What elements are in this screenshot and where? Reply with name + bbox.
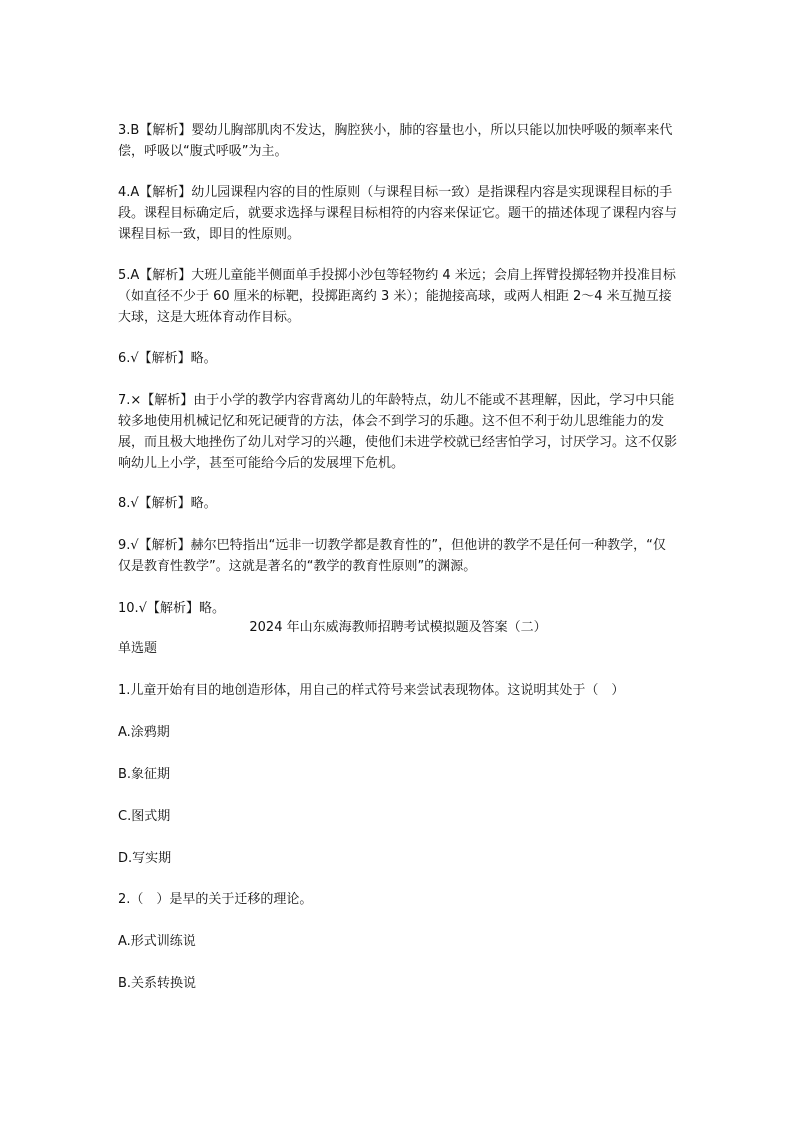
- section-title: 2024 年山东威海教师招聘考试模拟题及答案（二）: [249, 620, 547, 635]
- question-1-option-a: A.涂鸦期: [118, 725, 170, 740]
- question-1-option-d: D.写实期: [118, 851, 172, 866]
- answer-9: 9.√【解析】赫尔巴特指出“远非一切教学都是教育性的”，但他讲的教学不是任何一种教学，“仅仅是教育性教学”。这就是著名的“教学的教育性原则”的渊源。: [118, 538, 666, 574]
- answer-7: 7.×【解析】由于小学的教学内容背离幼儿的年龄特点，幼儿不能或不甚理解，因此，学习中只能较多地使用机械记忆和死记硬背的方法，体会不到学习的乐趣。这不但不利于幼儿思维能力的发展，而且极大地挫伤了幼儿对学习的兴趣，使他们未进学校就已经害怕学习，讨厌学习。这不仅影响幼儿上小学，甚至可能给今后的发展埋下危机。: [118, 393, 678, 471]
- question-1-stem: 1.儿童开始有目的地创造形体，用自己的样式符号来尝试表现物体。这说明其处于（ ）: [118, 683, 625, 698]
- question-2-option-a: A.形式训练说: [118, 934, 196, 949]
- answer-4: 4.A【解析】幼儿园课程内容的目的性原则（与课程目标一致）是指课程内容是实现课程目标的手段。课程目标确定后，就要求选择与课程目标相符的内容来保证它。题干的描述体现了课程内容与课程目标一致，即目的性原则。: [118, 185, 678, 242]
- question-1-option-b: B.象征期: [118, 767, 171, 782]
- answer-6: 6.√【解析】略。: [118, 351, 217, 366]
- answer-8: 8.√【解析】略。: [118, 496, 217, 511]
- question-2-stem: 2.（ ）是早的关于迁移的理论。: [118, 892, 313, 907]
- question-1-option-c: C.图式期: [118, 809, 171, 824]
- section-label: 单选题: [118, 641, 158, 656]
- answer-5: 5.A【解析】大班儿童能半侧面单手投掷小沙包等轻物约 4 米远；会肩上挥臂投掷轻物并投准目标（如直径不少于 60 厘米的标靶，投掷距离约 3 米）；能抛接高球，或两人相距 2～4 米互抛互接大球，这是大班体育动作目标。: [118, 268, 676, 325]
- answer-3: 3.B【解析】婴幼儿胸部肌肉不发达，胸腔狭小，肺的容量也小，所以只能以加快呼吸的频率来代偿，呼吸以“腹式呼吸”为主。: [118, 123, 673, 159]
- answer-10: 10.√【解析】略。: [118, 601, 225, 616]
- question-2-option-b: B.关系转换说: [118, 976, 197, 991]
